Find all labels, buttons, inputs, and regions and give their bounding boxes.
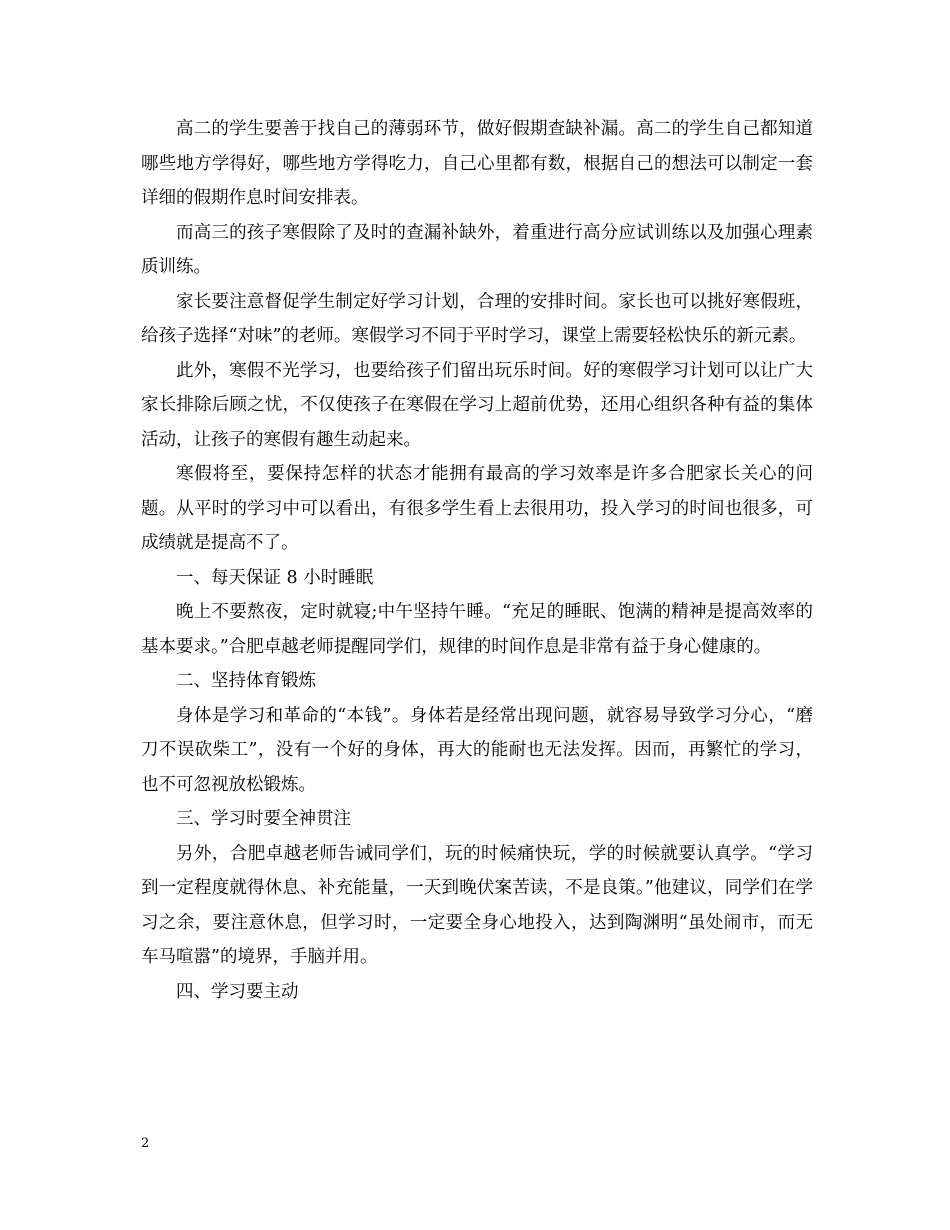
heading-sleep: 一、每天保证 8 小时睡眠 [176, 567, 374, 588]
paragraph-sleep: 晚上不要熬夜，定时就寝;中午坚持午睡。“充足的睡眠、饱满的精神是提高效率的基本要求。”合肥卓越老师提醒同学们，规律的时间作息是非常有益于身心健康的。 [141, 602, 813, 657]
paragraph-senior-training: 而高三的孩子寒假除了及时的查漏补缺外，着重进行高分应试训练以及加强心理素质训练。 [141, 222, 813, 277]
document-body [141, 112, 813, 1009]
paragraph-efficiency-intro: 寒假将至，要保持怎样的状态才能拥有最高的学习效率是许多合肥家长关心的问题。从平时的学习中可以看出，有很多学生看上去很用功，投入学习的时间也很多，可成绩就是提高不了。 [141, 464, 813, 553]
heading-exercise: 二、坚持体育锻炼 [176, 671, 316, 691]
heading-focus: 三、学习时要全神贯注 [176, 809, 351, 829]
paragraph-exercise: 身体是学习和革命的“本钱”。身体若是经常出现问题，就容易导致学习分心，“磨刀不误砍柴工”，没有一个好的身体，再大的能耐也无法发挥。因而，再繁忙的学习，也不可忽视放松锻炼。 [141, 705, 813, 795]
paragraph-parents-plan: 家长要注意督促学生制定好学习计划，合理的安排时间。家长也可以挑好寒假班，给孩子选择“对味”的老师。寒假学习不同于平时学习，课堂上需要轻松快乐的新元素。 [141, 291, 813, 346]
page-number: 2 [141, 1136, 150, 1151]
heading-active-learning: 四、学习要主动 [176, 981, 299, 1002]
paragraph-focus: 另外，合肥卓越老师告诫同学们，玩的时候痛快玩，学的时候就要认真学。“学习到一定程度就得休息、补充能量，一天到晚伏案苦读，不是良策。”他建议，同学们在学习之余，要注意休息，但学习时，一定要全身心地投入，达到陶渊明“虽处闹市，而无车马喧嚣”的境界，手脑并用。 [141, 843, 813, 967]
paragraph-play-time: 此外，寒假不光学习，也要给孩子们留出玩乐时间。好的寒假学习计划可以让广大家长排除后顾之忧，不仅使孩子在寒假在学习上超前优势，还用心组织各种有益的集体活动，让孩子的寒假有趣生动起来。 [141, 360, 813, 450]
paragraph-study-gaps: 高二的学生要善于找自己的薄弱环节，做好假期查缺补漏。高二的学生自己都知道哪些地方学得好，哪些地方学得吃力，自己心里都有数，根据自己的想法可以制定一套详细的假期作息时间安排表。 [141, 119, 813, 208]
